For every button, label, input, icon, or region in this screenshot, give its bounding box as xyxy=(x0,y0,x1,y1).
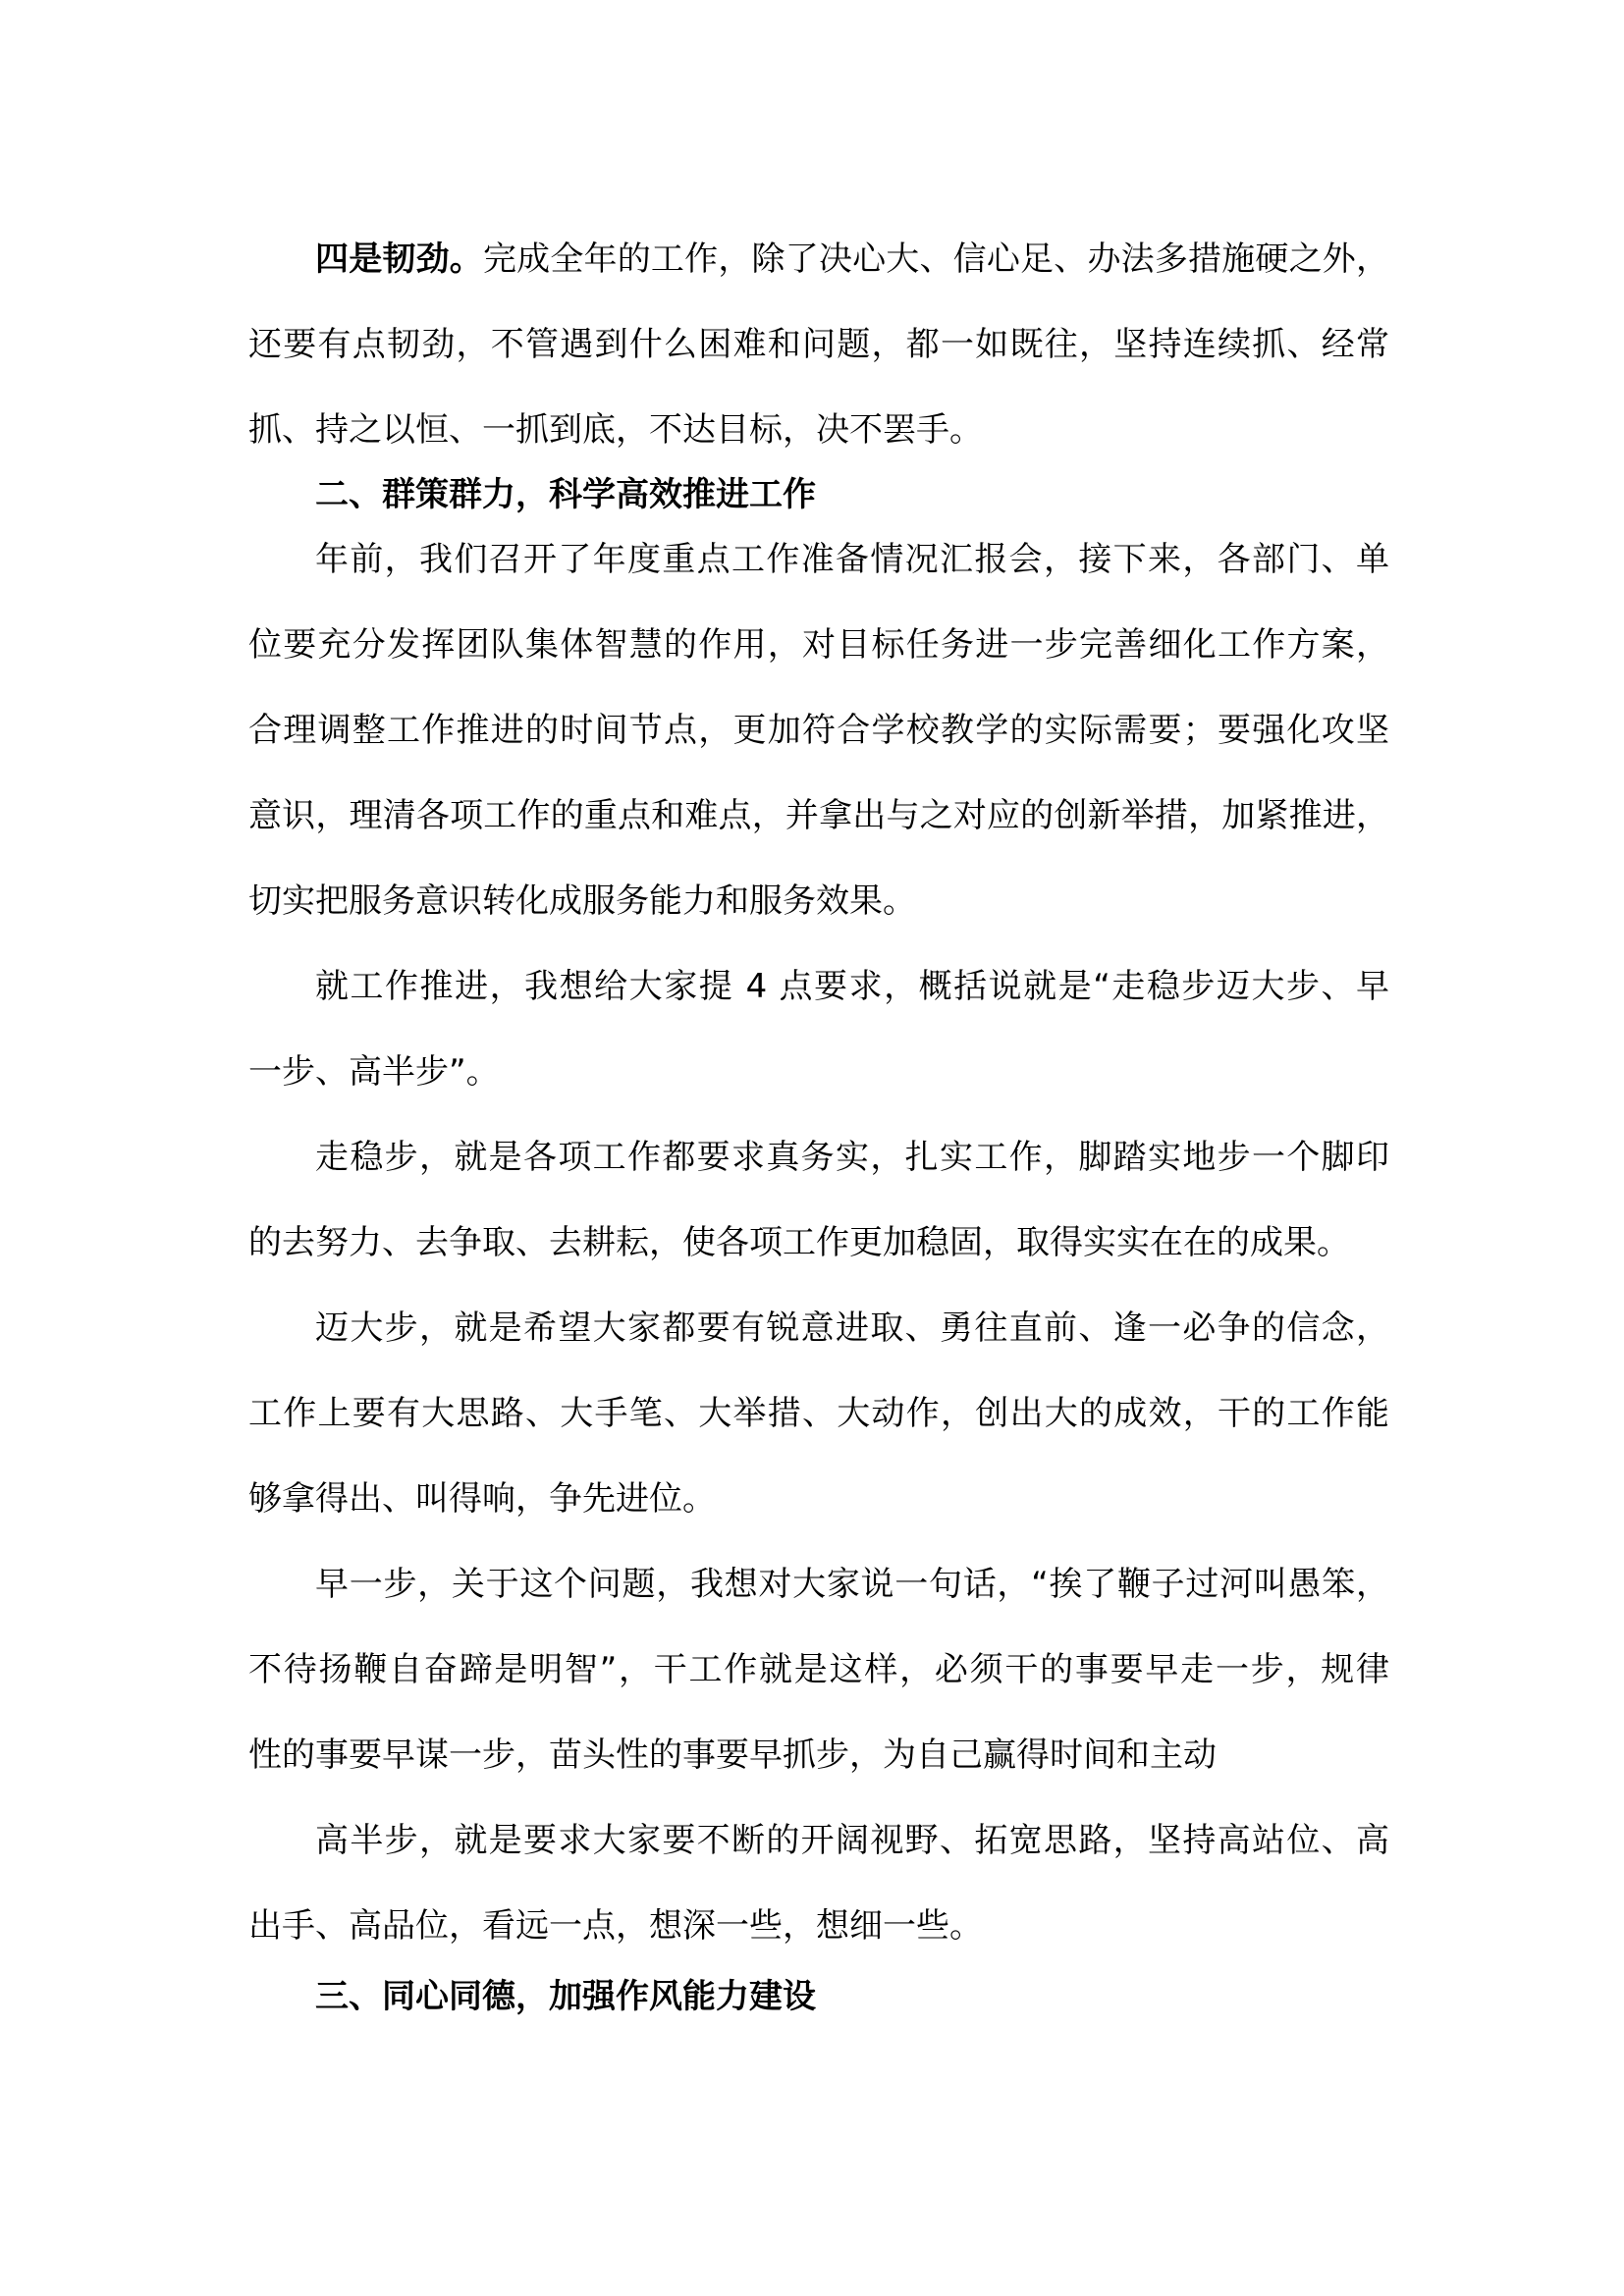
text-line: 性的事要早谋一步，苗头性的事要早抓步，为自己赢得时间和主动 xyxy=(248,1735,1217,1775)
text-line: 切实把服务意识转化成服务能力和服务效果。 xyxy=(248,881,916,921)
text-line: 还要有点韧劲，不管遇到什么困难和问题，都一如既往，坚持连续抓、经常 xyxy=(248,325,1389,364)
text-line: 就工作推进，我想给大家提 4 点要求，概括说就是“走稳步迈大步、早 xyxy=(315,967,1389,1006)
section-heading-2: 二、群策群力，科学高效推进工作 xyxy=(315,475,816,514)
paragraph-lead: 四是韧劲。 xyxy=(315,240,483,279)
text-line: 合理调整工作推进的时间节点，更加符合学校教学的实际需要；要强化攻坚 xyxy=(248,711,1389,750)
text-line: 位要充分发挥团队集体智慧的作用，对目标任务进一步完善细化工作方案， xyxy=(248,625,1389,665)
text-line: 早一步，关于这个问题，我想对大家说一句话，“挨了鞭子过河叫愚笨， xyxy=(315,1565,1389,1604)
paragraph xyxy=(248,1798,1389,1969)
text-line: 出手、高品位，看远一点，想深一些，想细一些。 xyxy=(248,1906,983,1946)
text-line: 一步、高半步”。 xyxy=(248,1052,500,1092)
text-line: 意识，理清各项工作的重点和难点，并拿出与之对应的创新举措，加紧推进， xyxy=(248,796,1389,835)
text-line: 迈大步，就是希望大家都要有锐意进取、勇往直前、逢一必争的信念， xyxy=(315,1308,1389,1348)
text-line: 年前，我们召开了年度重点工作准备情况汇报会，接下来，各部门、单 xyxy=(315,540,1389,579)
paragraph xyxy=(248,944,1389,1115)
text-line: 的去努力、去争取、去耕耘，使各项工作更加稳固，取得实实在在的成果。 xyxy=(248,1223,1350,1262)
text-line: 不待扬鞭自奋蹄是明智”，干工作就是这样，必须干的事要早走一步，规律 xyxy=(248,1650,1389,1689)
text-line: 四是韧劲。完成全年的工作，除了决心大、信心足、办法多措施硬之外， xyxy=(315,240,1389,279)
paragraph-tough-spirit xyxy=(248,217,1389,473)
paragraph xyxy=(248,517,1389,944)
section-heading-3: 三、同心同德，加强作风能力建设 xyxy=(315,1977,816,2016)
text-line: 够拿得出、叫得响，争先进位。 xyxy=(248,1479,716,1519)
document-body xyxy=(248,217,1389,2019)
paragraph xyxy=(248,1286,1389,1542)
text-line: 工作上要有大思路、大手笔、大举措、大动作，创出大的成效，干的工作能 xyxy=(248,1394,1389,1433)
text-line: 走稳步，就是各项工作都要求真务实，扎实工作，脚踏实地步一个脚印 xyxy=(315,1138,1389,1177)
text-line: 抓、持之以恒、一抓到底，不达目标，决不罢手。 xyxy=(248,410,983,450)
paragraph xyxy=(248,1542,1389,1798)
text-line: 高半步，就是要求大家要不断的开阔视野、拓宽思路，坚持高站位、高 xyxy=(315,1821,1389,1860)
paragraph xyxy=(248,1115,1389,1286)
